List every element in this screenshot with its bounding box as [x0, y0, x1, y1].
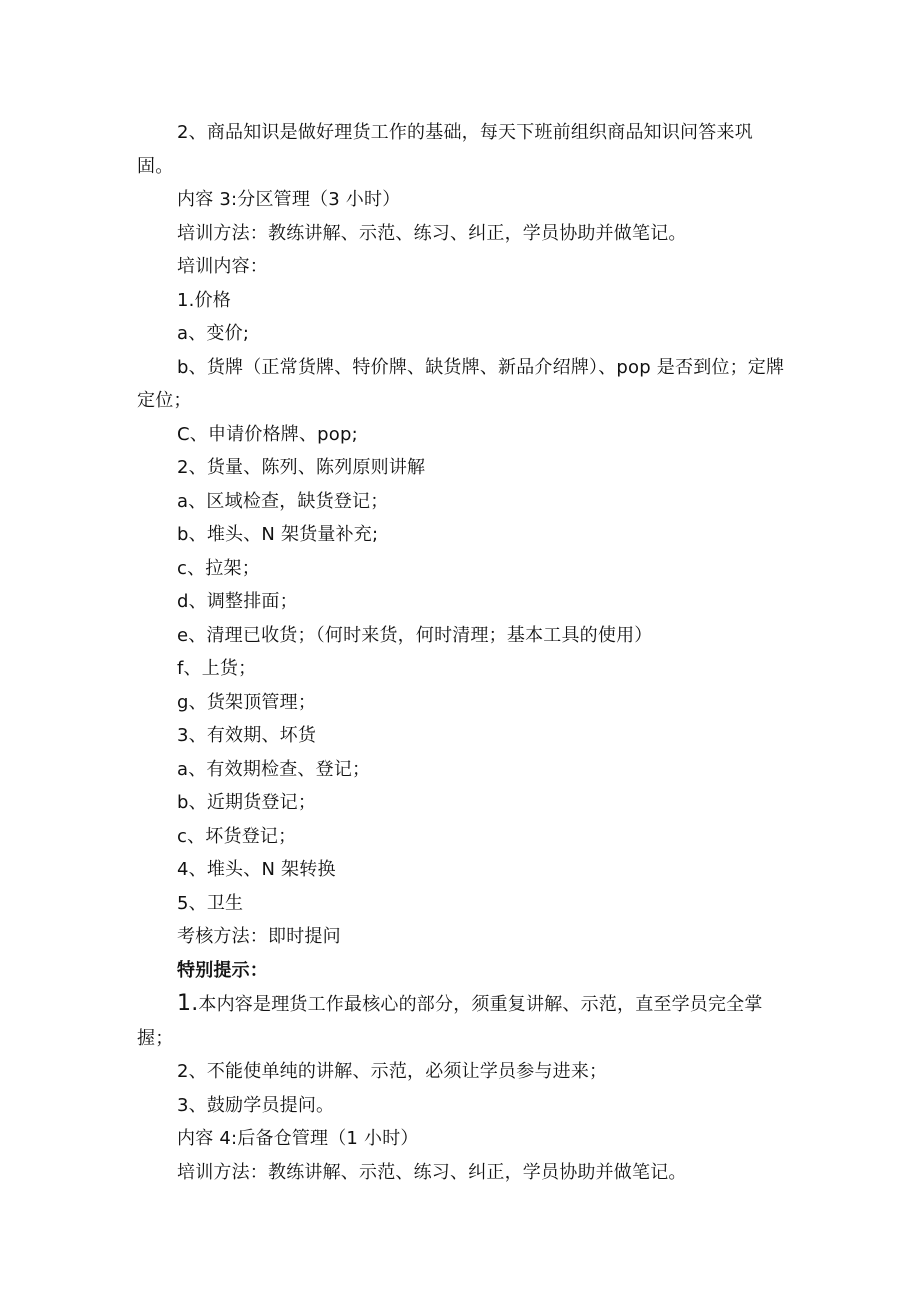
item2-c: c、拉架；: [177, 557, 260, 579]
special-note-2: 2、不能使单纯的讲解、示范，必须让学员参与进来；: [177, 1061, 608, 1082]
item2-title: 2、货量、陈列、陈列原则讲解: [177, 457, 426, 478]
special-note-1: [137, 987, 787, 1055]
item3-a: a、有效期检查、登记；: [177, 758, 371, 780]
section4-title: 内容 4:后备仓管理（1 小时）: [177, 1128, 419, 1149]
item2-g: g、货架顶管理；: [177, 691, 317, 713]
section4-method: 培训方法：教练讲解、示范、练习、纠正，学员协助并做笔记。: [177, 1161, 687, 1183]
item2-f: f、上货；: [177, 658, 257, 679]
item1-title: 1.价格: [177, 289, 231, 311]
item2-d: d、调整排面；: [177, 591, 298, 612]
item2-b: b、堆头、N 架货量补充;: [177, 524, 379, 545]
special-note-title: 特别提示：: [177, 959, 268, 981]
item2-a: a、区域检查，缺货登记；: [177, 490, 389, 512]
item3-b: b、近期货登记；: [177, 792, 317, 813]
paragraph-product-knowledge: 2、商品知识是做好理货工作的基础，每天下班前组织商品知识问答来巩固。: [137, 122, 753, 177]
section3-method: 培训方法：教练讲解、示范、练习、纠正，学员协助并做笔记。: [177, 222, 687, 244]
document-body: [137, 116, 787, 1189]
item1-a: a、变价;: [177, 323, 250, 344]
section3-title: 内容 3:分区管理（3 小时）: [177, 189, 401, 210]
item2-e: e、清理已收货；（何时来货，何时清理；基本工具的使用）: [177, 624, 653, 646]
item1-b: b、货牌（正常货牌、特价牌、缺货牌、新品介绍牌）、pop 是否到位；定牌定位；: [137, 356, 785, 411]
special-note-1-number: 1.: [177, 991, 199, 1016]
item3-c: c、坏货登记；: [177, 825, 297, 847]
special-note-1-text: 本内容是理货工作最核心的部分，须重复讲解、示范，直至学员完全掌握；: [137, 994, 763, 1049]
item5-title: 5、卫生: [177, 892, 244, 914]
section3-content-label: 培训内容：: [177, 256, 268, 277]
special-note-3: 3、鼓励学员提问。: [177, 1094, 335, 1116]
assessment-method: 考核方法：即时提问: [177, 926, 341, 947]
item4-title: 4、堆头、N 架转换: [177, 859, 336, 880]
item1-c: C、申请价格牌、pop;: [177, 423, 358, 445]
item3-title: 3、有效期、坏货: [177, 725, 317, 746]
